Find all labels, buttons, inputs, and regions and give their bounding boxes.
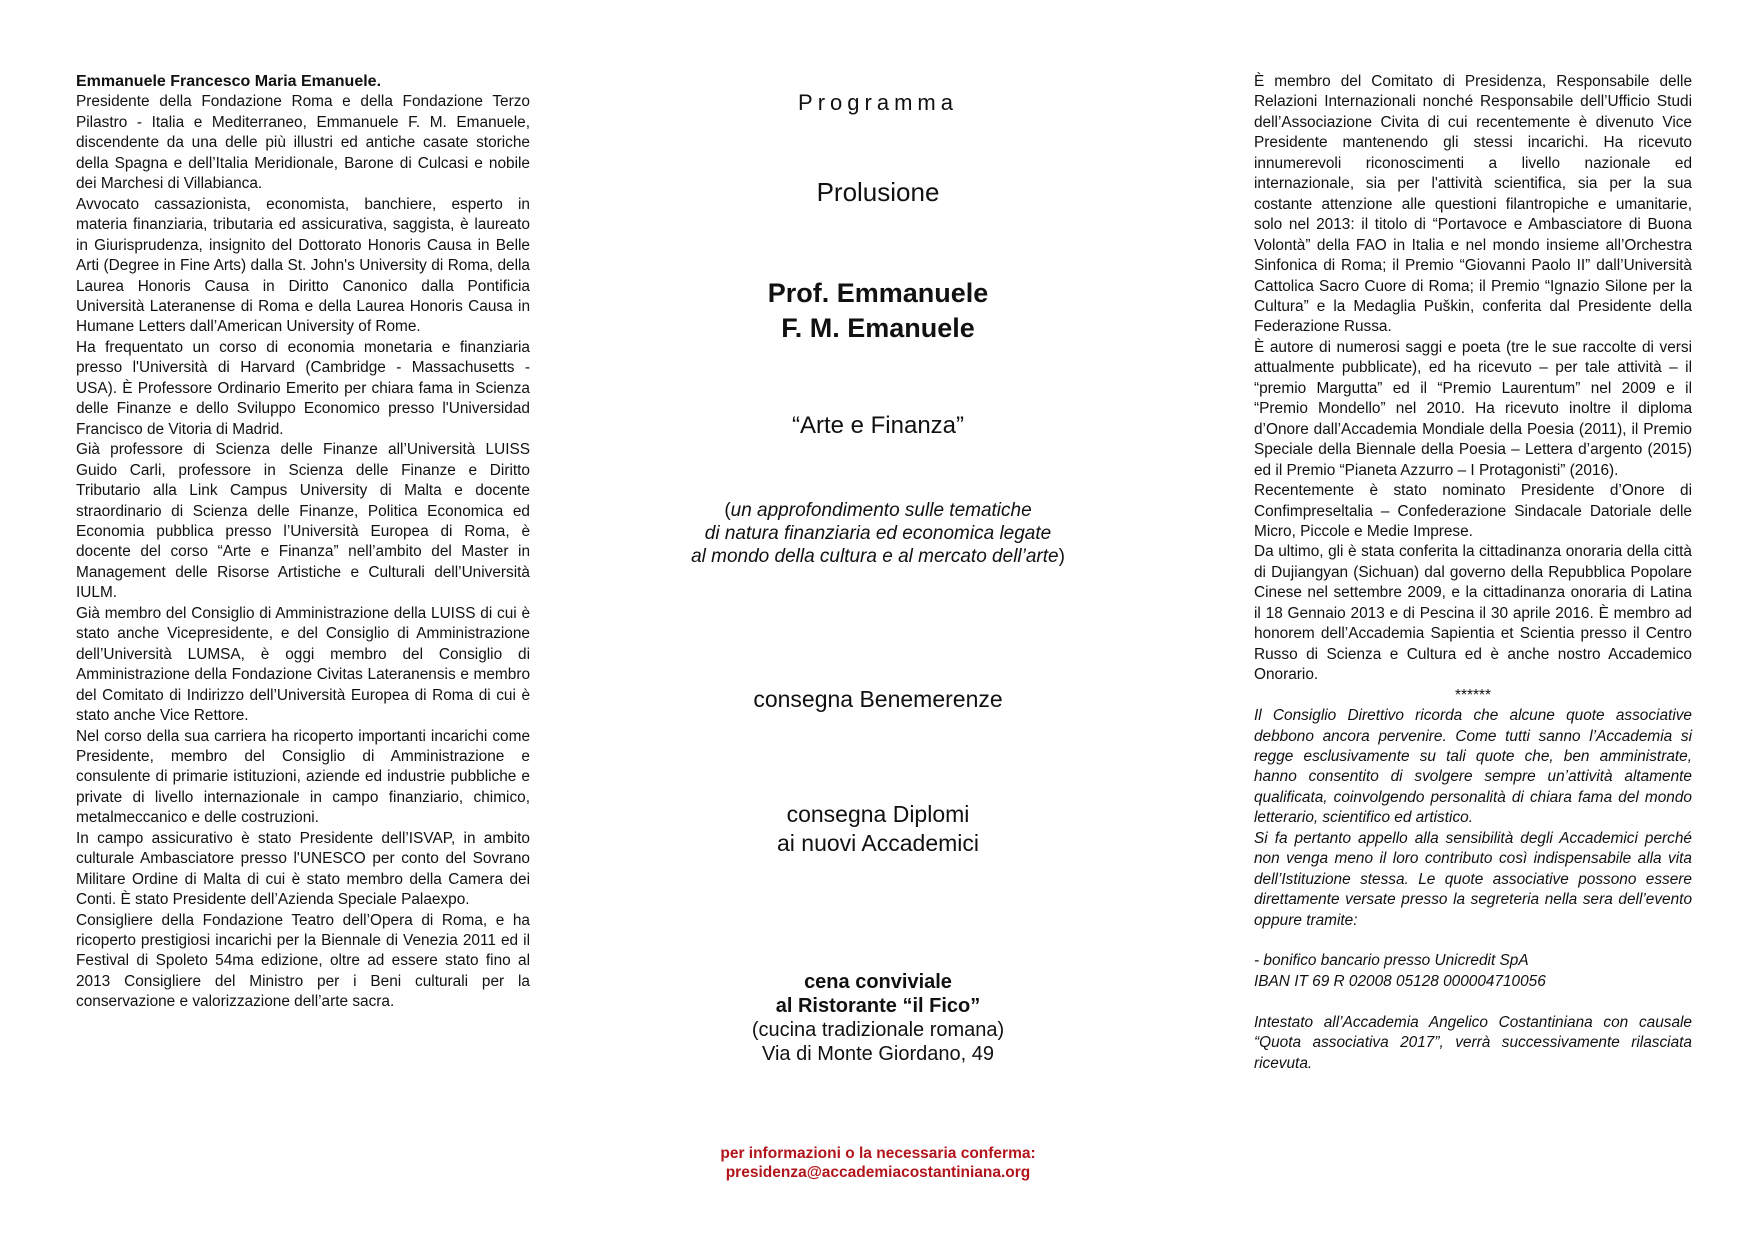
subtitle-line2: di natura finanziaria ed economica legate [704, 523, 1052, 544]
bio-paragraph: Avvocato cassazionista, economista, banchiere, esperto in materia finanziaria, tributaria ed assicurativa, saggista, è laureato in Giurisprudenza, insignito del Dottorato Honoris Causa in Belle Arti (Degree in Fine Arts) dalla St. John's University di Roma, della Laurea Honoris Causa in Diritto Canonico dalla Pontificia Università Lateranense di Roma e della Laurea Honoris Causa in Humane Letters dall’American University of Rome. [76, 195, 530, 336]
spacer [1254, 992, 1692, 1012]
contact-info-label: per informazioni o la necessaria conferma: [720, 1145, 1036, 1162]
subtitle-line3: al mondo della cultura e al mercato dell’arte [691, 546, 1059, 567]
contact-email-link[interactable]: presidenza@accademiacostantiniana.org [725, 1164, 1031, 1181]
contact-info [648, 1144, 1108, 1182]
subtitle-close-paren: ) [1058, 546, 1065, 567]
bio-paragraph: Già membro del Consiglio di Amministrazione della LUISS di cui è stato anche Vicepresidente, e del Consiglio di Amministrazione dell’Università LUMSA, è oggi membro del Consiglio di Amministrazione della Fondazione Civitas Lateranensis e membro del Comitato di Indirizzo dell’Università Europea di Roma di cui è stato anche Vice Rettore. [76, 604, 530, 725]
left-column [76, 72, 530, 1013]
spacer [1254, 931, 1692, 951]
diplomi-item [648, 800, 1108, 858]
separator-stars: ****** [1455, 686, 1491, 704]
bio-paragraph: Da ultimo, gli è stata conferita la cittadinanza onoraria della città di Dujiangyan (Sichuan) dal governo della Repubblica Popolare Cinese nel settembre 2009, e la cittadinanza onoraria di Latina il 18 Gennaio 2013 e di Pescina il 30 aprile 2016. È membro ad honorem dell’Accademia Sapientia et Scientia presso il Centro Russo di Scienza e Cultura ed è anche nostro Accademico Onorario. [1254, 543, 1692, 684]
dinner-block [648, 970, 1108, 1066]
notice-paragraph: Il Consiglio Direttivo ricorda che alcune quote associative debbono ancora pervenire. Come tutti sanno l’Accademia si regge esclusivamente su tali quote che, ben amministrate, hanno consentito di svolgere sempre un’attività altamente qualificata, coinvolgendo personalità di chiara fama del mondo letterario, scientifico ed artistico. [1254, 707, 1692, 827]
bio-paragraph: In campo assicurativo è stato Presidente dell’ISVAP, in ambito culturale Ambasciatore presso l'UNESCO per conto del Sovrano Militare Ordine di Malta di cui è stato membro della Camera dei Conti. È stato Presidente dell’Azienda Speciale Palaexpo. [76, 829, 530, 909]
lecture-subtitle [648, 499, 1108, 568]
dinner-line1: cena conviviale [804, 971, 952, 993]
bio-paragraph: Ha frequentato un corso di economia monetaria e finanziaria presso l'Università di Harvard (Cambridge - Massachusetts - USA). È Professore Ordinario Emerito per chiara fama in Scienza delle Finanze e dello Sviluppo Economico presso l'Universidad Francisco de Vitoria di Madrid. [76, 338, 530, 438]
bio-paragraph: Consigliere della Fondazione Teatro dell’Opera di Roma, e ha ricoperto prestigiosi incarichi per la Biennale di Venezia 2011 ed il Festival di Spoleto 54ma edizione, oltre ad essere stato fino al 2013 Consigliere del Ministro per i Beni culturali per la conservazione e valorizzazione dell’arte sacra. [76, 911, 530, 1011]
bio-paragraph: Nel corso della sua carriera ha ricoperto importanti incarichi come Presidente, membro del Consiglio di Amministrazione e consulente di primarie istituzioni, aziende ed industrie pubbliche e private di livello internazionale in campo finanziario, chimico, metalmeccanico e delle costruzioni. [76, 727, 530, 827]
bio-name: Emmanuele Francesco Maria Emanuele. [76, 73, 382, 90]
programma-heading: Programma [798, 90, 958, 115]
diplomi-line2: ai nuovi Accademici [777, 830, 979, 856]
dinner-line2: al Ristorante “il Fico” [775, 995, 981, 1017]
right-column [1254, 72, 1692, 1074]
bio-paragraph: È autore di numerosi saggi e poeta (tre le sue raccolte di versi attualmente pubblicate), ed ha ricevuto – per tale attività – il “premio Margutta” ed il “Premio Laurentum” nel 2009 e il “Premio Mondello” nel 2010. Ha ricevuto inoltre il diploma d’Onore dall’Accademia Mondiale della Poesia (2011), il Premio Speciale della Biennale della Poesia – Lettera d’argento (2015) ed il Premio “Pianeta Azzurro – I Protagonisti” (2016). [1254, 338, 1692, 479]
lecture-title: “Arte e Finanza” [791, 412, 965, 439]
subtitle-open-paren: ( [724, 500, 731, 521]
dinner-line3: (cucina tradizionale romana) [751, 1019, 1005, 1041]
subtitle-line1: un approfondimento sulle tematiche [730, 500, 1032, 521]
speaker-name-line2: F. M. Emanuele [781, 313, 975, 343]
speaker-name [648, 276, 1108, 346]
speaker-name-line1: Prof. Emmanuele [767, 278, 989, 308]
benemerenze-item: consegna Benemerenze [753, 686, 1003, 712]
bio-paragraph: Recentemente è stato nominato Presidente d’Onore di Confimpreseltalia – Confederazione Sindacale Datoriale delle Micro, Piccole e Medie Imprese. [1254, 482, 1692, 540]
iban-line: IBAN IT 69 R 02008 05128 000004710056 [1254, 972, 1546, 990]
dinner-address: Via di Monte Giordano, 49 [761, 1043, 994, 1065]
bank-transfer-line: - bonifico bancario presso Unicredit SpA [1254, 952, 1529, 970]
bio-paragraph: Già professore di Scienza delle Finanze all’Università LUISS Guido Carli, professore in Scienza delle Finanze e Diritto Tributario alla Link Campus University di Malta e docente straordinario di Scienza delle Finanze, Politica Economica ed Economia pubblica presso l’Università Europea di Roma, è docente del corso “Arte e Finanza” nell’ambito del Master in Management delle Risorse Artistiche e Culturali dell’Università IULM. [76, 441, 530, 602]
notice-paragraph: Si fa pertanto appello alla sensibilità degli Accademici perché non venga meno il loro contributo così indispensabile alla vita dell’Istituzione stessa. Le quote associative possono essere direttamente versate presso la segreteria nella sera dell’evento oppure tramite: [1254, 829, 1692, 929]
diplomi-line1: consegna Diplomi [786, 801, 970, 827]
payee-paragraph: Intestato all’Accademia Angelico Costantiniana con causale “Quota associativa 2017”, verrà successivamente rilasciata ricevuta. [1254, 1013, 1692, 1072]
bio-paragraph: È membro del Comitato di Presidenza, Responsabile delle Relazioni Internazionali nonché Responsabile dell’Ufficio Studi dell’Associazione Civita di cui recentemente è divenuto Vice Presidente mantenendo gli stessi incarichi. Ha ricevuto innumerevoli riconoscimenti a livello nazionale ed internazionale, sia per l'attività scientifica, sia per la sua costante attenzione alle questioni filantropiche e umanitarie, solo nel 2013: il titolo di “Portavoce e Ambasciatore di Buona Volontà” della FAO in Italia e nel mondo insieme all’Orchestra Sinfonica di Roma; il Premio “Giovanni Paolo II” dall’Università Cattolica Sacro Cuore di Roma; il Premio “Ignazio Silone per la Cultura” e la Medaglia Puškin, conferita dal Presidente della Federazione Russa. [1254, 73, 1692, 336]
bio-paragraph: Presidente della Fondazione Roma e della Fondazione Terzo Pilastro - Italia e Mediterraneo, Emmanuele F. M. Emanuele, discendente da una delle più illustri ed antiche casate storiche della Spagna e dell’Italia Meridionale, Barone di Culcasi e nobile dei Marchesi di Villabianca. [76, 93, 530, 193]
prolusione-heading: Prolusione [816, 177, 940, 207]
